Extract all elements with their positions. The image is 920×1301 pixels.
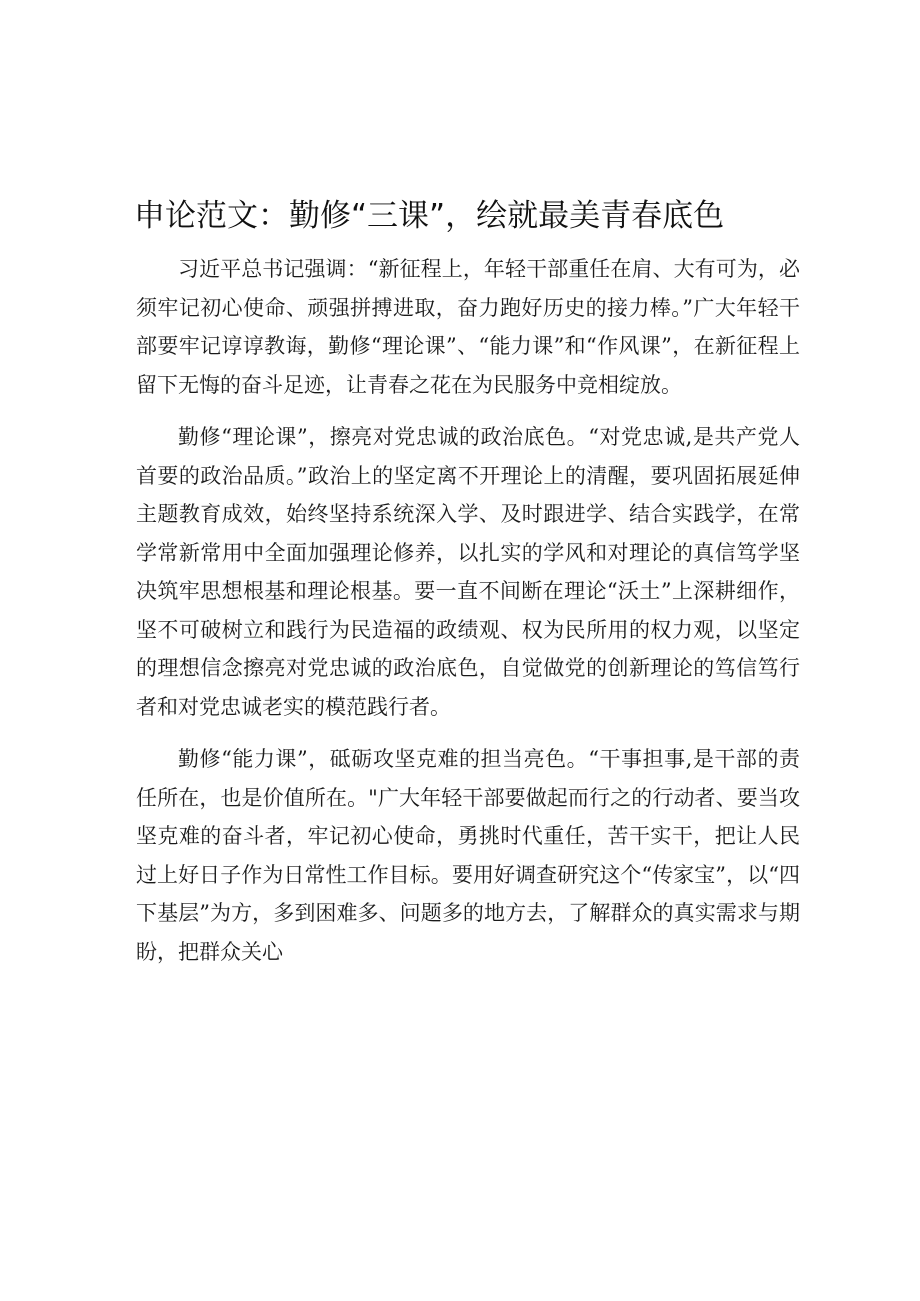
paragraph-intro: 习近平总书记强调：“新征程上，年轻干部重任在肩、大有可为，必须牢记初心使命、顽强拼搏进取，奋力跑好历史的接力棒。”广大年轻干部要牢记谆谆教诲，勤修“理论课”、“能力课”和“作风课”，在新征程上留下无悔的奋斗足迹，让青春之花在为民服务中竞相绽放。 — [136, 257, 800, 397]
paragraph-ability-course: 勤修“能力课”，砥砺攻坚克难的担当亮色。“干事担事,是干部的责任所在，也是价值所在。"广大年轻干部要做起而行之的行动者、要当攻坚克难的奋斗者，牢记初心使命，勇挑时代重任，苦干实干，把让人民过上好日子作为日常性工作目标。要用好调查研究这个“传家宝”，以“四下基层”为方，多到困难多、问题多的地方去，了解群众的真实需求与期盼，把群众关心 — [136, 747, 800, 964]
paragraph-theory-course: 勤修“理论课”，擦亮对党忠诚的政治底色。“对党忠诚,是共产党人首要的政治品质。”政治上的坚定离不开理论上的清醒，要巩固拓展延伸主题教育成效，始终坚持系统深入学、及时跟进学、结合实践学，在常学常新常用中全面加强理论修养，以扎实的学风和对理论的真信笃学坚决筑牢思想根基和理论根基。要一直不间断在理论“沃土”上深耕细作，坚不可破树立和践行为民造福的政绩观、权为民所用的权力观，以坚定的理想信念擦亮对党忠诚的政治底色，自觉做党的创新理论的笃信笃行者和对党忠诚老实的模范践行者。 — [136, 425, 800, 719]
article-body — [136, 250, 800, 985]
article-title: 申论范文：勤修“三课”，绘就最美青春底色 — [134, 198, 725, 234]
